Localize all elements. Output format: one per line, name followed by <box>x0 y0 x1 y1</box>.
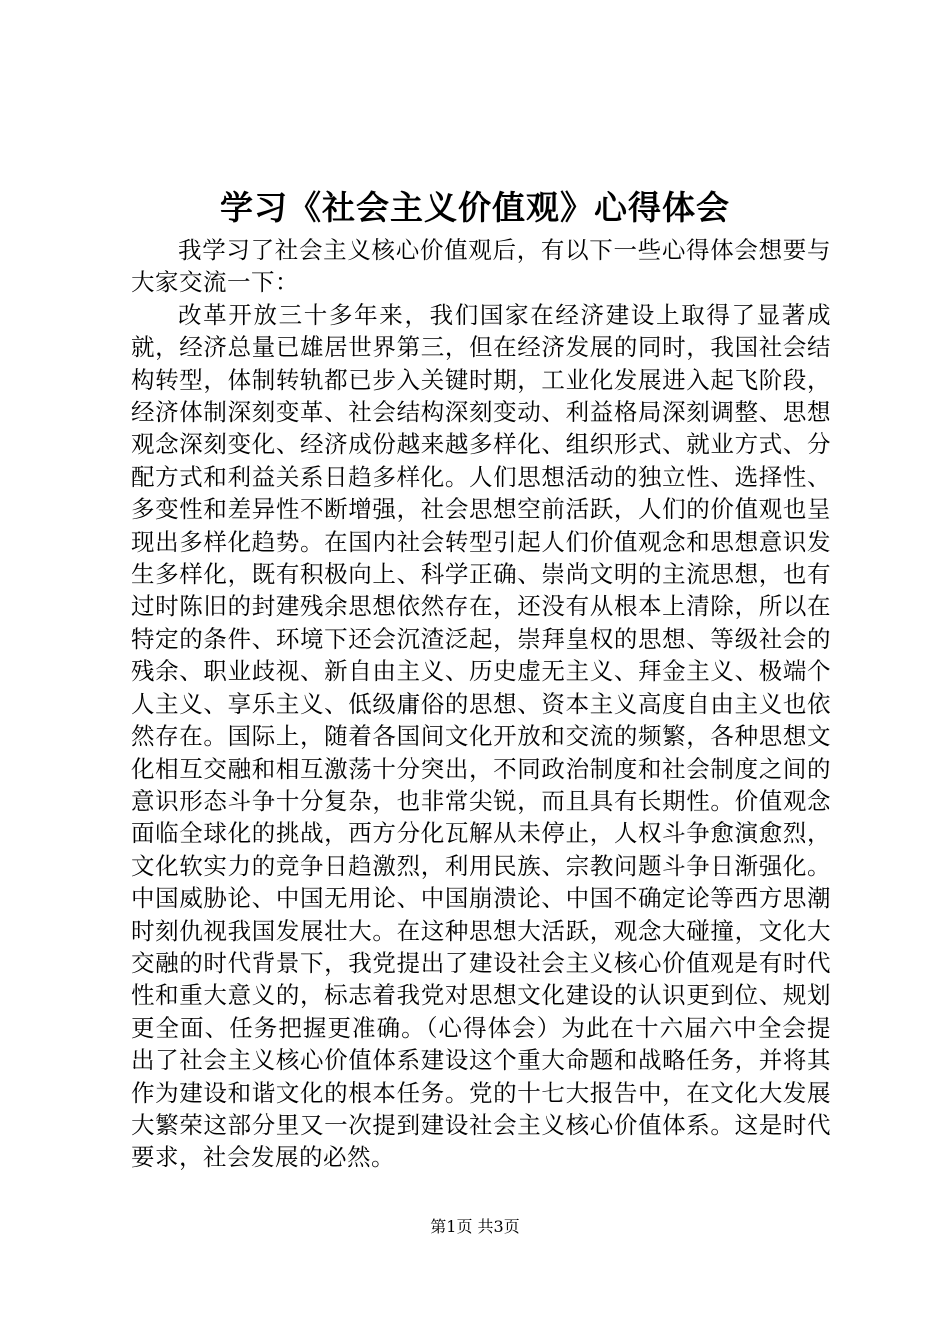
paragraph-intro: 我学习了社会主义核心价值观后，有以下一些心得体会想要与大家交流一下： <box>131 236 831 297</box>
page-number-footer: 第1页 共3页 <box>430 1217 520 1236</box>
document-body <box>131 234 831 1174</box>
paragraph-main: 改革开放三十多年来，我们国家在经济建设上取得了显著成就，经济总量已雄居世界第三，但在经济发展的同时，我国社会结构转型，体制转轨都已步入关键时期，工业化发展进入起飞阶段，经济体制深刻变革、社会结构深刻变动、利益格局深刻调整、思想观念深刻变化、经济成份越来越多样化、组织形式、就业方式、分配方式和利益关系日趋多样化。人们思想活动的独立性、选择性、多变性和差异性不断增强，社会思想空前活跃，人们的价值观也呈现出多样化趋势。在国内社会转型引起人们价值观念和思想意识发生多样化，既有积极向上、科学正确、崇尚文明的主流思想，也有过时陈旧的封建残余思想依然存在，还没有从根本上清除，所以在特定的条件、环境下还会沉渣泛起，崇拜皇权的思想、等级社会的残余、职业歧视、新自由主义、历史虚无主义、拜金主义、极端个人主义、享乐主义、低级庸俗的思想、资本主义高度自由主义也依然存在。国际上，随着各国间文化开放和交流的频繁，各种思想文化相互交融和相互激荡十分突出，不同政治制度和社会制度之间的意识形态斗争十分复杂，也非常尖锐，而且具有长期性。价值观念面临全球化的挑战，西方分化瓦解从未停止，人权斗争愈演愈烈，文化软实力的竞争日趋激烈，利用民族、宗教问题斗争日渐强化。中国威胁论、中国无用论、中国崩溃论、中国不确定论等西方思潮时刻仇视我国发展壮大。在这种思想大活跃，观念大碰撞，文化大交融的时代背景下，我党提出了建设社会主义核心价值观是有时代性和重大意义的，标志着我党对思想文化建设的认识更到位、规划更全面、任务把握更准确。（心得体会）为此在十六届六中全会提出了社会主义核心价值体系建设这个重大命题和战略任务，并将其作为建设和谐文化的根本任务。党的十七大报告中，在文化大发展大繁荣这部分里又一次提到建设社会主义核心价值体系。这是时代要求，社会发展的必然。 <box>131 300 831 1172</box>
document-title: 学习《社会主义价值观》心得体会 <box>220 188 730 227</box>
